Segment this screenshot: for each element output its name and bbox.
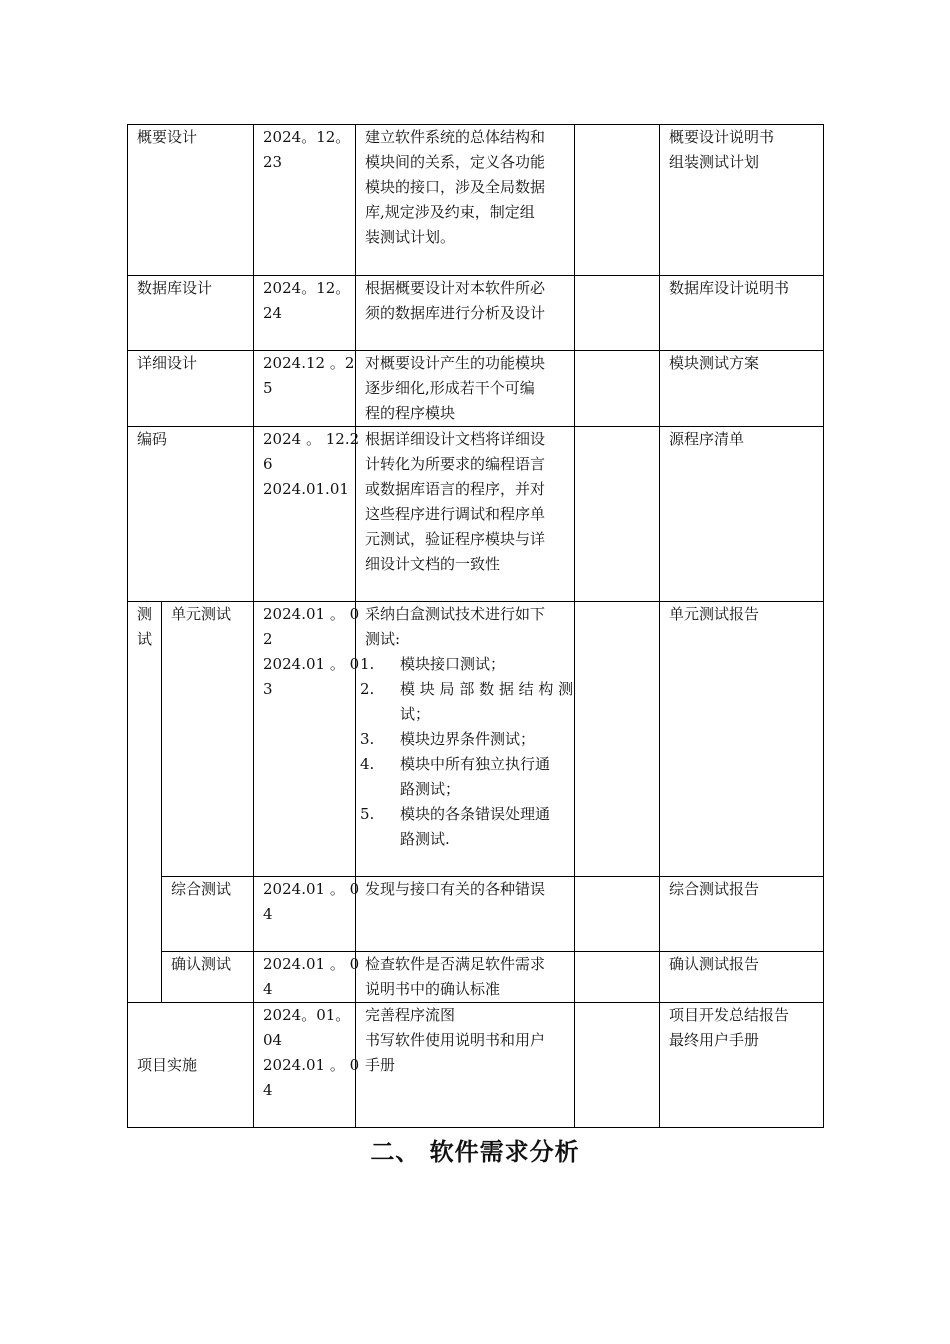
- date-line: 3: [263, 680, 273, 698]
- phase-label: 综合测试: [171, 880, 232, 898]
- phase-cell: [128, 1003, 254, 1128]
- phase-label: 概要设计: [137, 128, 198, 146]
- date-line: 2024 。 12.2: [263, 430, 360, 448]
- deliverable-line: 概要设计说明书: [669, 128, 775, 146]
- deliverable-cell: [660, 276, 824, 351]
- date-line: 2024。12。: [263, 279, 351, 297]
- content-line: 说明书中的确认标准: [365, 980, 501, 998]
- phase-label: 数据库设计: [137, 279, 213, 297]
- phase-cell: [162, 877, 254, 952]
- deliverable-cell: [660, 351, 824, 427]
- content-line: 根据概要设计对本软件所必: [365, 279, 546, 297]
- list-text: 试；: [400, 705, 431, 723]
- development-schedule-table: [127, 124, 824, 1128]
- content-line: 须的数据库进行分析及设计: [365, 304, 546, 322]
- unit-test-list: [360, 652, 574, 852]
- content-cell: [356, 427, 575, 602]
- phase-cell: [128, 276, 254, 351]
- content-line: 根据详细设计文档将详细设: [365, 430, 546, 448]
- deliverable-line: 项目开发总结报告: [669, 1006, 790, 1024]
- date-line: 2: [263, 630, 273, 648]
- list-text: 模块的各条错误处理通: [400, 805, 551, 823]
- list-item: [360, 752, 566, 802]
- phase-label: 项目实施: [137, 1055, 198, 1074]
- content-line: 程的程序模块: [365, 404, 456, 422]
- list-item: [360, 802, 566, 852]
- phase-cell: [128, 427, 254, 602]
- table-row: [128, 877, 824, 952]
- content-line: 模块的接口，涉及全局数据: [365, 178, 546, 196]
- content-cell: [356, 952, 575, 1003]
- date-line: 2024.01 。 0: [263, 1056, 360, 1074]
- content-cell: [356, 125, 575, 276]
- empty-cell: [575, 1003, 660, 1128]
- deliverable-cell: [660, 877, 824, 952]
- phase-cell: [128, 125, 254, 276]
- date-line: 5: [263, 379, 273, 397]
- date-cell: [254, 125, 356, 276]
- phase-label: 详细设计: [137, 354, 198, 372]
- date-line: 2024.01 。 0: [263, 955, 360, 973]
- empty-cell: [575, 427, 660, 602]
- table-row: [128, 125, 824, 276]
- list-text: 模 块 局 部 数 据 结 构 测: [400, 680, 574, 698]
- content-cell: [356, 276, 575, 351]
- deliverable-line: 源程序清单: [669, 430, 745, 448]
- content-cell: [356, 602, 575, 877]
- empty-cell: [575, 125, 660, 276]
- date-cell: [254, 877, 360, 952]
- content-line: 建立软件系统的总体结构和: [365, 128, 546, 146]
- date-cell: [254, 1003, 360, 1128]
- content-line: 装测试计划。: [365, 228, 456, 246]
- date-cell: [254, 427, 360, 602]
- deliverable-line: 最终用户手册: [669, 1031, 760, 1049]
- content-line: 或数据库语言的程序，并对: [365, 480, 546, 498]
- phase-cell: [128, 351, 254, 427]
- date-line: 2024.01 。 0: [263, 655, 360, 673]
- date-line: 2024。12。: [263, 128, 351, 146]
- list-number: 1.: [360, 655, 375, 673]
- list-number: 4.: [360, 755, 375, 773]
- list-text: 模块边界条件测试；: [400, 730, 536, 748]
- date-cell: [254, 351, 356, 427]
- date-line: 04: [263, 1031, 283, 1049]
- content-line: 对概要设计产生的功能模块: [365, 354, 546, 372]
- deliverable-cell: [660, 427, 824, 602]
- deliverable-cell: [660, 125, 824, 276]
- phase-label: 单元测试: [171, 605, 232, 623]
- table-row: [128, 952, 824, 1003]
- list-text: 路测试.: [400, 830, 450, 848]
- list-item: [360, 677, 574, 727]
- date-line: 24: [263, 304, 283, 322]
- deliverable-cell: [660, 1003, 824, 1128]
- content-line: 书写软件使用说明书和用户: [365, 1031, 546, 1049]
- date-cell: [254, 276, 356, 351]
- list-text: 模块接口测试；: [400, 655, 506, 673]
- phase-cell: [162, 602, 254, 877]
- date-line: 4: [263, 905, 273, 923]
- test-group-char: 试: [137, 630, 153, 648]
- deliverable-cell: [660, 952, 824, 1003]
- test-group-label: [137, 602, 152, 652]
- content-line: 计转化为所要求的编程语言: [365, 455, 546, 473]
- table-row: [128, 427, 824, 602]
- content-line: 细设计文档的一致性: [365, 555, 501, 573]
- content-line: 采纳白盒测试技术进行如下: [365, 605, 546, 623]
- deliverable-cell: [660, 602, 824, 877]
- table-row: [128, 351, 824, 427]
- content-line: 完善程序流图: [365, 1006, 456, 1024]
- content-cell: [356, 351, 575, 427]
- content-cell: [356, 877, 575, 952]
- empty-cell: [575, 351, 660, 427]
- date-cell: [254, 952, 360, 1003]
- content-line: 检查软件是否满足软件需求: [365, 955, 546, 973]
- list-number: 2.: [360, 680, 375, 698]
- content-cell: [356, 1003, 575, 1128]
- table-row: [128, 276, 824, 351]
- list-item: [360, 652, 566, 677]
- date-line: 2024.01 。 0: [263, 605, 360, 623]
- content-line: 逐步细化,形成若干个可编: [365, 379, 535, 397]
- content-line: 这些程序进行调试和程序单: [365, 505, 546, 523]
- date-line: 2024.01.01: [263, 480, 349, 498]
- empty-cell: [575, 877, 660, 952]
- phase-cell: [162, 952, 254, 1003]
- date-line: 23: [263, 153, 283, 171]
- deliverable-line: 综合测试报告: [669, 880, 760, 898]
- section-heading: 二、 软件需求分析: [370, 1138, 580, 1166]
- deliverable-line: 确认测试报告: [669, 955, 760, 973]
- list-number: 3.: [360, 730, 375, 748]
- deliverable-line: 数据库设计说明书: [669, 279, 790, 297]
- date-line: 4: [263, 1081, 273, 1099]
- content-line: 元测试，验证程序模块与详: [365, 530, 546, 548]
- content-line: 发现与接口有关的各种错误: [365, 880, 546, 898]
- list-text: 路测试；: [400, 780, 461, 798]
- phase-label: 编码: [137, 430, 168, 448]
- content-line: 测试:: [365, 630, 401, 648]
- deliverable-line: 模块测试方案: [669, 354, 760, 372]
- date-cell: [254, 602, 360, 877]
- test-group-cell: [128, 602, 162, 1003]
- deliverable-line: 组装测试计划: [669, 153, 760, 171]
- content-line: 模块间的关系，定义各功能: [365, 153, 546, 171]
- date-line: 4: [263, 980, 273, 998]
- phase-label: 确认测试: [171, 955, 232, 973]
- empty-cell: [575, 602, 660, 877]
- empty-cell: [575, 276, 660, 351]
- date-line: 2024.01 。 0: [263, 880, 360, 898]
- date-line: 2024。01。: [263, 1006, 351, 1024]
- list-item: [360, 727, 566, 752]
- table-row: [128, 602, 824, 877]
- test-group-char: 测: [137, 605, 153, 623]
- deliverable-line: 单元测试报告: [669, 605, 760, 623]
- list-number: 5.: [360, 805, 375, 823]
- content-line: 库,规定涉及约束，制定组: [365, 203, 535, 221]
- empty-cell: [575, 952, 660, 1003]
- table-row: [128, 1003, 824, 1128]
- date-line: 6: [263, 455, 273, 473]
- content-line: 手册: [365, 1056, 396, 1074]
- list-text: 模块中所有独立执行通: [400, 755, 551, 773]
- date-line: 2024.12 。2: [263, 354, 355, 372]
